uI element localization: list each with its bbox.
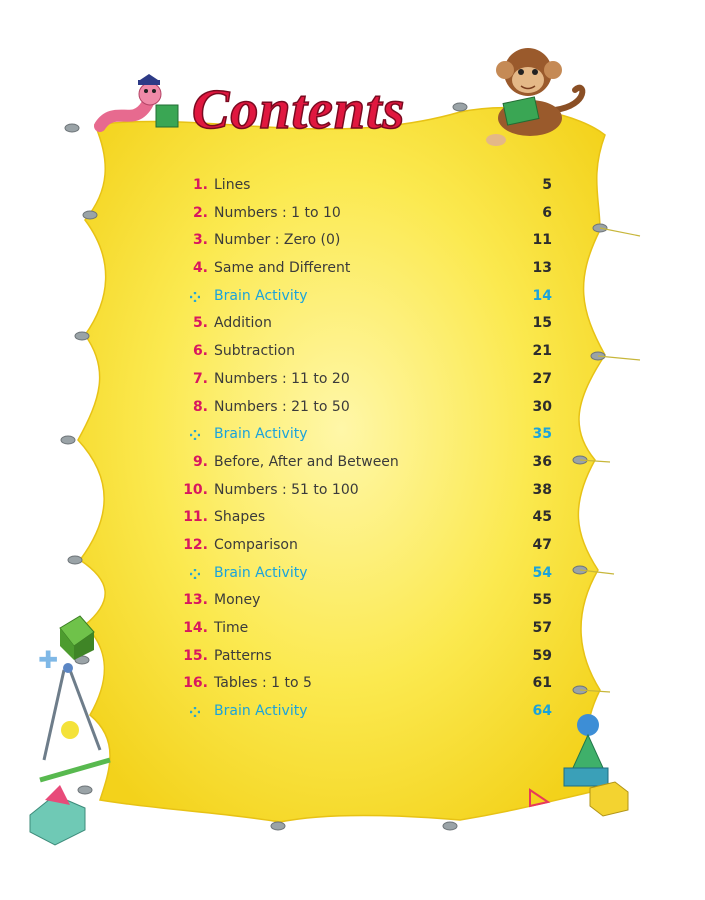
toc-chapter-number: 4. [192,260,208,277]
toc-entry-title: Before, After and Between [214,453,399,470]
toc-page-number: 55 [532,592,552,609]
toc-chapter-row [180,449,552,477]
toc-chapter-number: 10. [183,481,208,498]
toc-activity-row [180,283,552,311]
toc-chapter-number: 6. [192,343,208,360]
toc-entry-title: Same and Different [214,260,351,277]
toc-chapter-row [180,643,552,671]
toc-chapter-number: 5. [192,315,208,332]
toc-chapter-row [180,615,552,643]
toc-entry-title: Lines [214,177,251,193]
toc-page-number: 5 [542,177,552,193]
toc-page-number: 36 [532,453,552,470]
toc-entry-title: Tables : 1 to 5 [214,675,312,692]
toc-page-number: 30 [532,398,552,415]
toc-activity-row [180,560,552,588]
toc-chapter-row [180,172,552,200]
four-diamond-bullet-icon [190,569,200,579]
toc-chapter-row [180,394,552,422]
table-of-contents [180,172,552,726]
toc-page-number: 54 [532,564,552,581]
page-title [188,70,428,150]
toc-page-number: 6 [542,204,552,221]
toc-page-number: 61 [532,675,552,692]
toc-chapter-number: 11. [183,509,208,526]
toc-chapter-number: 7. [192,370,208,387]
toc-chapter-row [180,200,552,228]
four-diamond-bullet-icon [190,707,200,717]
toc-chapter-number: 2. [192,204,208,221]
toc-entry-title: Money [214,592,261,609]
toc-chapter-number: 15. [183,647,208,664]
four-diamond-bullet-icon [190,430,200,440]
toc-entry-title: Numbers : 11 to 20 [214,370,350,387]
toc-entry-title: Numbers : 1 to 10 [214,204,341,221]
toc-entry-title: Patterns [214,647,272,664]
toc-chapter-row [180,504,552,532]
toc-chapter-number: 14. [183,620,208,636]
svg-text:✚: ✚ [38,646,59,674]
toc-chapter-number: 1. [192,177,208,193]
toc-chapter-row [180,670,552,698]
toc-entry-title: Brain Activity [214,703,308,720]
toc-entry-title: Time [214,620,249,636]
toc-chapter-row [180,310,552,338]
toc-entry-title: Numbers : 21 to 50 [214,398,350,415]
toc-page-number: 57 [532,620,552,636]
toc-chapter-row [180,227,552,255]
toc-page-number: 38 [532,481,552,498]
four-diamond-bullet-icon [190,292,200,302]
toc-chapter-number: 16. [183,675,208,692]
toc-chapter-number: 13. [183,592,208,609]
toc-entry-title: Comparison [214,536,298,553]
toc-page-number: 21 [532,343,552,360]
toc-entry-title: Brain Activity [214,564,308,581]
toc-chapter-row [180,366,552,394]
toc-chapter-row [180,477,552,505]
toc-chapter-number: 3. [192,232,208,249]
toc-chapter-row [180,587,552,615]
page-title-text: Contents [192,79,406,141]
toc-page-number: 27 [532,370,552,387]
toc-page-number: 14 [532,287,552,304]
toc-page-number: 45 [532,509,552,526]
toc-entry-title: Numbers : 51 to 100 [214,481,359,498]
toc-page-number: 15 [532,315,552,332]
toc-entry-title: Number : Zero (0) [214,232,341,249]
toc-page-number: 64 [532,703,552,720]
toc-entry-title: Addition [214,315,272,332]
toc-entry-title: Shapes [214,509,266,526]
toc-page-number: 59 [532,647,552,664]
toc-page-number: 13 [532,260,552,277]
toc-activity-row [180,421,552,449]
toc-chapter-row [180,338,552,366]
toc-chapter-row [180,532,552,560]
toc-entry-title: Brain Activity [214,287,308,304]
toc-page-number: 11 [532,232,552,249]
toc-page-number: 47 [532,536,552,553]
toc-chapter-number: 12. [183,536,208,553]
toc-chapter-number: 8. [192,398,208,415]
toc-entry-title: Brain Activity [214,426,308,443]
toc-activity-row [180,698,552,726]
toc-chapter-number: 9. [192,453,208,470]
toc-entry-title: Subtraction [214,343,295,360]
toc-chapter-row [180,255,552,283]
toc-page-number: 35 [532,426,552,443]
